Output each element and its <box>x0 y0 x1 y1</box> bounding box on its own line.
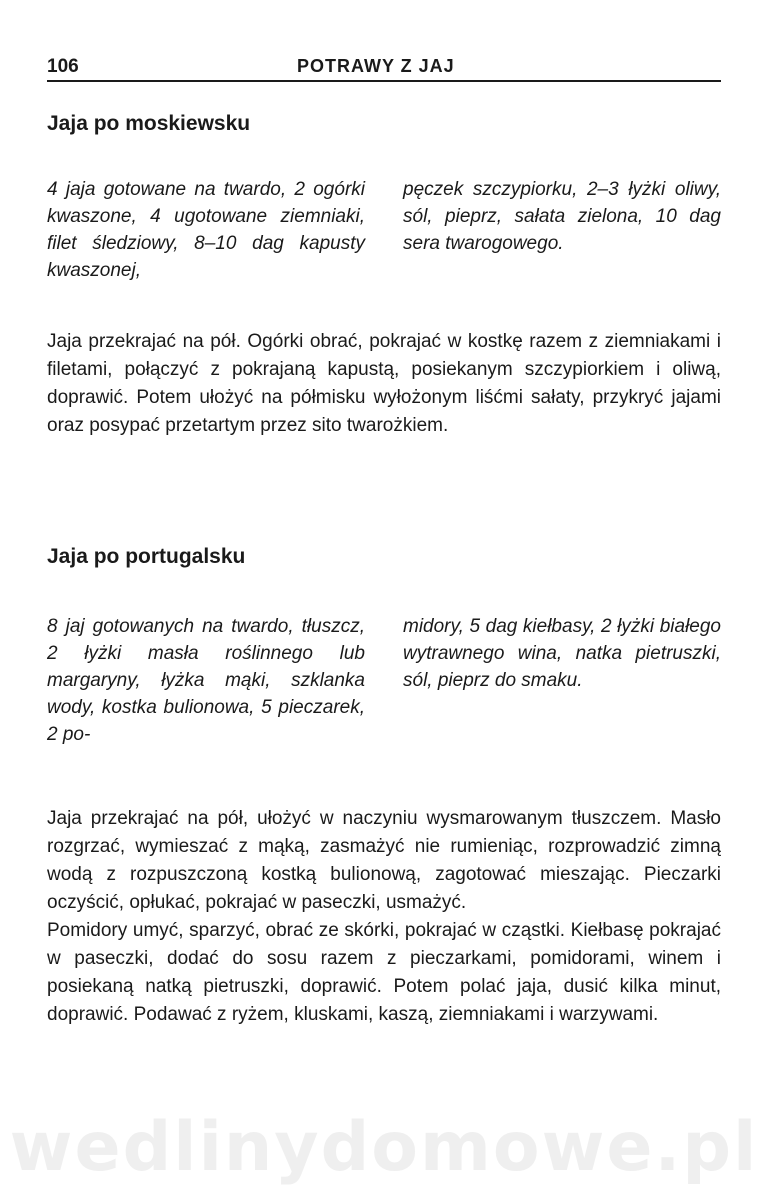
ingredients-right-column: pęczek szczypiorku, 2–3 łyżki oliwy, sól, pieprz, sałata zielona, 10 dag sera twarogowego. <box>403 179 721 254</box>
ingredients-left-column: 4 jaja gotowane na twardo, 2 ogórki kwaszone, 4 ugotowane ziemniaki, filet śledziowy, 8–10 dag kapusty kwaszonej, <box>47 179 365 281</box>
ingredients-left-column: 8 jaj gotowanych na twardo, tłuszcz, 2 łyżki masła roślinnego lub margaryny, łyżka mąki, szklanka wody, kostka bulionowa, 5 pieczarek, 2 po- <box>47 616 365 745</box>
instruction-paragraph: Jaja przekrajać na pół. Ogórki obrać, pokrajać w kostkę razem z ziemniakami i filetami, połączyć z pokrajaną kapustą, posiekanym szczypiorkiem i oliwą, doprawić. Potem ułożyć na półmisku wyłożonym liśćmi sałaty, przykryć jajami oraz posypać przetartym przez sito twarożkiem. <box>47 331 721 436</box>
instructions-portugalsku <box>47 805 721 1029</box>
ingredients-portugalsku <box>47 613 721 748</box>
ingredients-moskiewsku <box>47 176 721 284</box>
page-header <box>47 52 721 82</box>
recipe-title-moskiewsku: Jaja po moskiewsku <box>47 112 251 135</box>
page-number: 106 <box>47 56 79 77</box>
instruction-paragraph: Pomidory umyć, sparzyć, obrać ze skórki, pokrajać w cząstki. Kiełbasę pokrajać w paseczki, dodać do sosu razem z pieczarkami, pomidorami, winem i posiekaną natką pietruszki, doprawić. Potem polać jaja, dusić kilka minut, doprawić. Podawać z ryżem, kluskami, kaszą, ziemniakami i warzywami. <box>47 920 721 1025</box>
instructions-moskiewsku <box>47 328 721 440</box>
running-title: POTRAWY Z JAJ <box>297 56 455 76</box>
ingredients-right-column: midory, 5 dag kiełbasy, 2 łyżki białego wytrawnego wina, natka pietruszki, sól, pieprz do smaku. <box>403 616 721 691</box>
recipe-title-portugalsku: Jaja po portugalsku <box>47 545 246 568</box>
instruction-paragraph: Jaja przekrajać na pół, ułożyć w naczyniu wysmarowanym tłuszczem. Masło rozgrzać, wymieszać z mąką, zasmażyć nie rumieniąc, rozprowadzić zimną wodą z rozpuszczoną kostką bulionową, zagotować mieszając. Pieczarki oczyścić, opłukać, pokrajać w paseczki, usmażyć. <box>47 808 721 913</box>
watermark: wedlinydomowe.pl <box>9 1108 759 1187</box>
